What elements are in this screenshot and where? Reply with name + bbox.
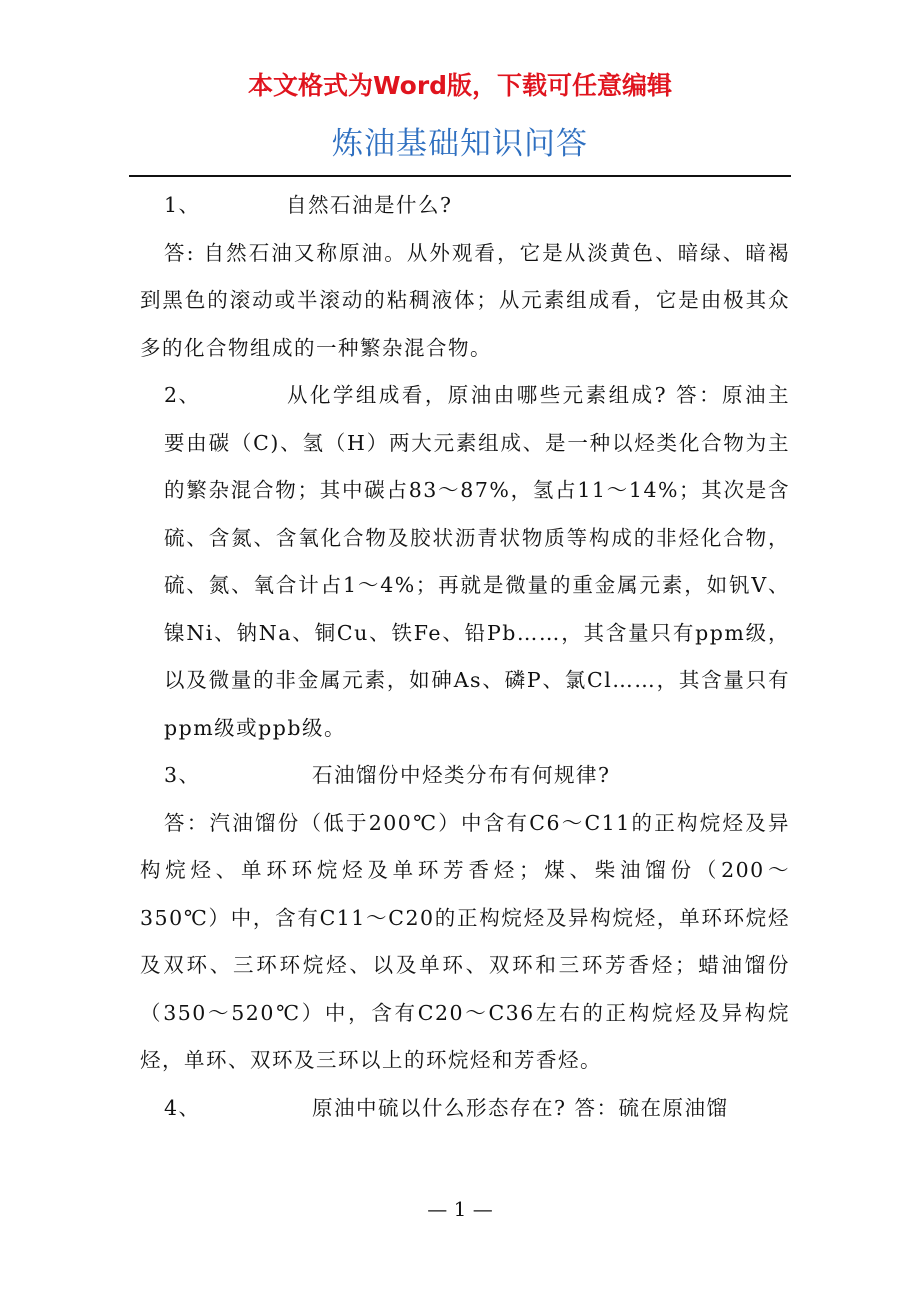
download-banner: 本文格式为Word版，下载可任意编辑	[247, 71, 673, 100]
answer-2: 答：原油主要由碳（C)、氢（H）两大元素组成、是一种以烃类化合物为主的繁杂混合物；其中碳占83～87%，氢占11～14%；其次是含硫、含氮、含氧化合物及胶状沥青状物质等构成的非烃化合物，硫、氮、氧合计占1～4%；再就是微量的重金属元素，如钒V、镍Ni、钠Na、铜Cu、铁Fe、铅Pb……，其含量只有ppm级，以及微量的非金属元素，如砷As、磷P、氯Cl……，其含量只有ppm级或ppb级。	[164, 383, 790, 740]
document-body	[140, 182, 790, 1132]
question-text: 从化学组成看，原油由哪些元素组成?	[286, 383, 668, 407]
question-text: 原油中硫以什么形态存在?	[312, 1095, 567, 1120]
question-number: 4、	[164, 1095, 201, 1120]
question-number: 3、	[164, 763, 201, 787]
question-4	[140, 1085, 790, 1133]
answer-3: 答：汽油馏份（低于200℃）中含有C6～C11的正构烷烃及异构烷烃、单环环烷烃及单环芳香烃；煤、柴油馏份（200～350℃）中，含有C11～C20的正构烷烃及异构烷烃，单环环烷烃及双环、三环环烷烃、以及单环、双环和三环芳香烃；蜡油馏份（350～520℃）中，含有C20～C36左右的正构烷烃及异构烷烃，单环、双环及三环以上的环烷烃和芳香烃。	[140, 810, 790, 1072]
answer-1: 答: 自然石油又称原油。从外观看，它是从淡黄色、暗绿、暗褐到黑色的滚动或半滚动的粘稠液体；从元素组成看，它是由极其众多的化合物组成的一种繁杂混合物。	[140, 240, 790, 360]
document-title: 炼油基础知识问答	[332, 126, 588, 162]
question-text: 自然石油是什么?	[286, 193, 453, 217]
question-3	[140, 752, 790, 800]
page-number: — 1 —	[427, 1197, 493, 1221]
question-number: 2、	[164, 383, 201, 407]
question-2	[140, 372, 790, 752]
question-1	[140, 182, 790, 230]
question-number: 1、	[164, 193, 201, 217]
answer-4: 答：硫在原油馏	[574, 1095, 729, 1120]
question-text: 石油馏份中烃类分布有何规律?	[312, 763, 611, 787]
title-rule	[129, 175, 791, 177]
